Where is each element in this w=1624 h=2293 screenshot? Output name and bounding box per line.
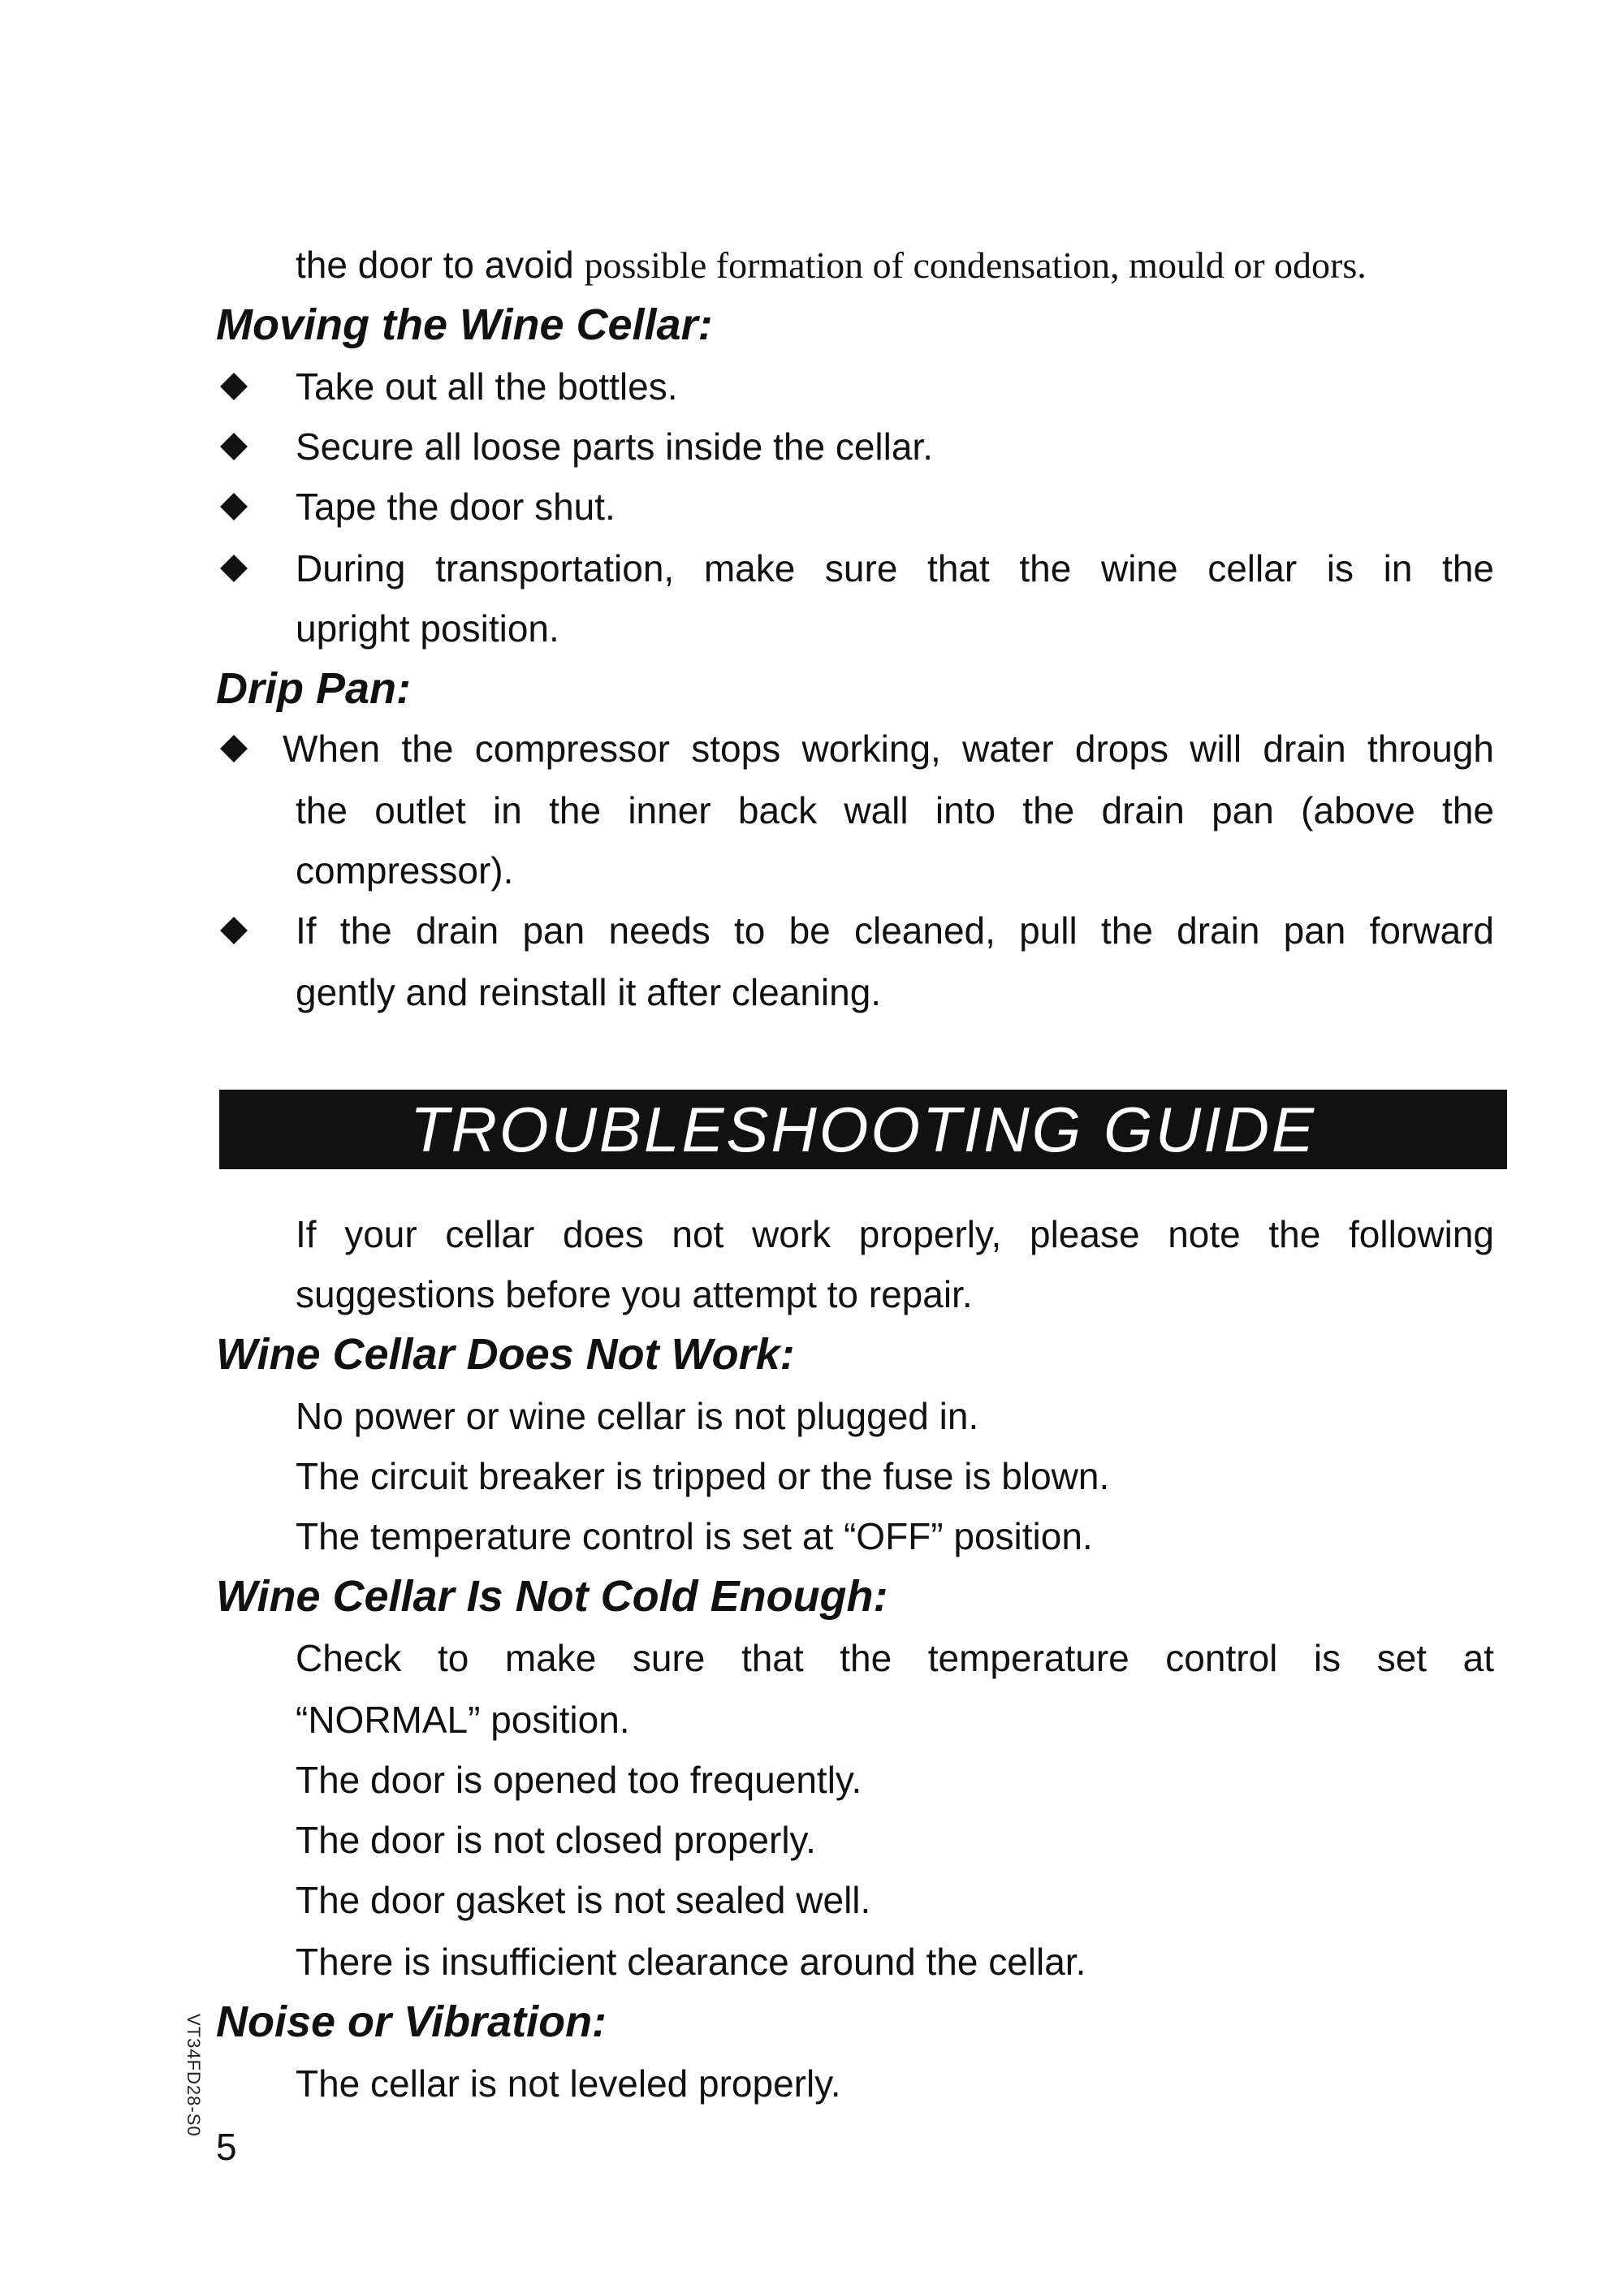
noise-line: The cellar is not leveled properly. xyxy=(296,2062,841,2105)
drip-item-line: gently and reinstall it after cleaning. xyxy=(296,971,882,1013)
drip-item-line: the outlet in the inner back wall into the drain pan (above the xyxy=(296,789,1494,831)
bullet-icon xyxy=(220,917,248,944)
not-work-line: No power or wine cellar is not plugged in. xyxy=(296,1395,979,1437)
intro-continuation-sans: the door to avoid xyxy=(296,244,585,286)
not-cold-line: Check to make sure that the temperature control is set at xyxy=(296,1637,1494,1679)
not-work-line: The circuit breaker is tripped or the fuse is blown. xyxy=(296,1455,1110,1497)
intro-continuation xyxy=(296,242,1367,288)
not-work-line: The temperature control is set at “OFF” position. xyxy=(296,1515,1093,1557)
troubleshooting-intro-line: suggestions before you attempt to repair. xyxy=(296,1273,973,1315)
drip-item-line: When the compressor stops working, water drops will drain through xyxy=(283,728,1494,770)
drip-item-line: If the drain pan needs to be cleaned, pull the drain pan forward xyxy=(296,909,1494,952)
banner-title: TROUBLESHOOTING GUIDE xyxy=(409,1094,1317,1165)
drip-item-line: compressor). xyxy=(296,849,514,892)
bullet-icon xyxy=(220,735,248,762)
bullet-icon xyxy=(220,433,248,460)
noise-heading: Noise or Vibration: xyxy=(216,1997,607,2046)
bullet-icon xyxy=(220,373,248,400)
page-number: 5 xyxy=(216,2126,237,2168)
not-cold-line: There is insufficient clearance around the cellar. xyxy=(296,1941,1086,1983)
not-cold-heading: Wine Cellar Is Not Cold Enough: xyxy=(216,1572,888,1621)
not-cold-line: “NORMAL” position. xyxy=(296,1699,630,1741)
moving-item: Tape the door shut. xyxy=(296,486,615,528)
moving-item-continuation: upright position. xyxy=(296,607,559,650)
bullet-icon xyxy=(220,555,248,582)
moving-item: Secure all loose parts inside the cellar. xyxy=(296,425,933,468)
moving-heading: Moving the Wine Cellar: xyxy=(216,300,713,349)
not-cold-line: The door is not closed properly. xyxy=(296,1819,816,1861)
model-code: VT34FD28-S0 xyxy=(184,2014,204,2137)
drip-heading: Drip Pan: xyxy=(216,664,412,713)
section-banner xyxy=(219,1090,1507,1169)
not-work-heading: Wine Cellar Does Not Work: xyxy=(216,1330,795,1379)
intro-continuation-serif: possible formation of condensation, mould or odors. xyxy=(584,244,1367,286)
not-cold-line: The door is opened too frequently. xyxy=(296,1759,862,1801)
moving-item: Take out all the bottles. xyxy=(296,365,678,408)
not-cold-line: The door gasket is not sealed well. xyxy=(296,1879,871,1921)
troubleshooting-intro-line: If your cellar does not work properly, please note the following xyxy=(296,1213,1494,1255)
moving-item: During transportation, make sure that the wine cellar is in the xyxy=(296,547,1494,589)
bullet-icon xyxy=(220,493,248,520)
